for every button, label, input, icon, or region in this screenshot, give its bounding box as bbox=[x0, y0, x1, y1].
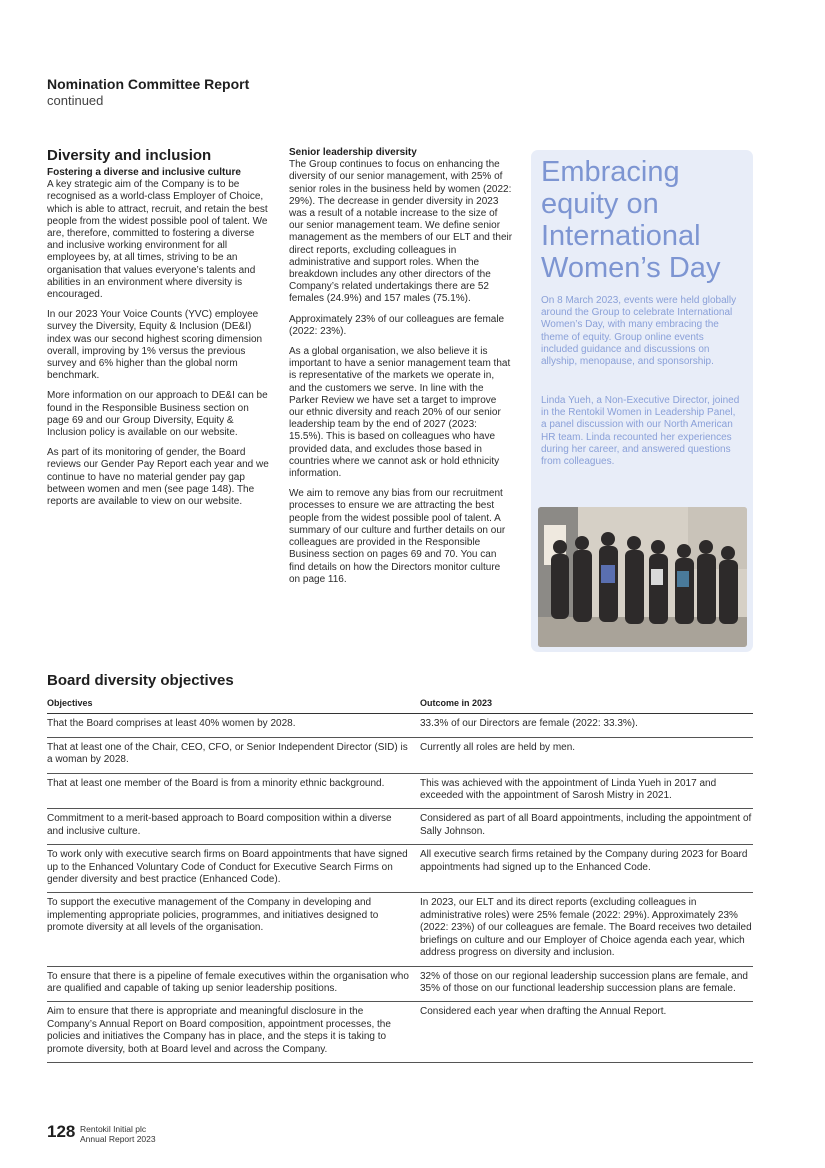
objective-cell: That at least one member of the Board is from a minority ethnic background. bbox=[47, 773, 420, 809]
table-title: Board diversity objectives bbox=[47, 672, 234, 689]
page-number: 128 bbox=[47, 1122, 76, 1141]
callout-title: Embracing equity on International Women’s Day bbox=[541, 156, 721, 284]
footer-report-name: Annual Report 2023 bbox=[80, 1134, 156, 1144]
outcome-cell: In 2023, our ELT and its direct reports (excluding colleagues in administrative roles) were 25% female (2022: 29%). Approximately 23% (2022: 23%) of our colleagues are female. The Board receives two detailed briefings on culture and our Employer of Choice agenda each year, which address progress on diversity and inclusion. bbox=[420, 893, 753, 966]
footer-company bbox=[80, 1124, 156, 1144]
paragraph: As part of its monitoring of gender, the Board reviews our Gender Pay Report each year and we continue to have no material gender pay gap between women and men (see page 148). The reports are available to view on our website. bbox=[47, 447, 269, 508]
senior-leadership-column bbox=[289, 147, 513, 594]
column-header-objectives: Objectives bbox=[47, 692, 420, 714]
subheading-senior-leadership: Senior leadership diversity bbox=[289, 147, 417, 158]
table-row bbox=[47, 1002, 753, 1063]
callout-paragraph: On 8 March 2023, events were held globally around the Group to celebrate International Women’s Day, with many embracing the theme of equity. Group online events included guidance and discussions on allyship, menopause, and sponsorship. bbox=[541, 295, 737, 368]
objective-cell: To ensure that there is a pipeline of female executives within the organisation who are qualified and capable of taking up senior leadership positions. bbox=[47, 966, 420, 1002]
report-title: Nomination Committee Report bbox=[47, 76, 250, 92]
objective-cell: To support the executive management of the Company in developing and implementing appropriate policies, programmes, and initiatives designed to promote diversity at all levels of the organisation. bbox=[47, 893, 420, 966]
section-heading-diversity: Diversity and inclusion bbox=[47, 147, 212, 164]
group-photo bbox=[538, 507, 747, 647]
paragraph: In our 2023 Your Voice Counts (YVC) employee survey the Diversity, Equity & Inclusion (DE&I) index was our second highest scoring dimension overall, improving by 1% versus the previous survey and 6% higher than the global norm benchmark. bbox=[47, 309, 263, 382]
paragraph: More information on our approach to DE&I can be found in the Responsible Business section on page 69 and our Group Diversity, Equity & Inclusion policy is available on our website. bbox=[47, 390, 268, 439]
iwd-callout-box bbox=[531, 150, 753, 652]
table-header-row bbox=[47, 692, 753, 714]
paragraph: We aim to remove any bias from our recruitment processes to ensure we are attracting the best people from the widest possible pool of talent. A summary of our culture and further details on our colleagues are provided in the Responsible Business section on pages 69 and 70. You can find details on how the Directors monitor culture on page 116. bbox=[289, 488, 506, 585]
diversity-inclusion-column bbox=[47, 147, 270, 516]
table-row bbox=[47, 773, 753, 809]
table-row bbox=[47, 714, 753, 737]
paragraph: Approximately 23% of our colleagues are female (2022: 23%). bbox=[289, 313, 505, 337]
group-photo-illustration bbox=[538, 507, 747, 647]
objective-cell: Commitment to a merit-based approach to Board composition within a diverse and inclusive culture. bbox=[47, 809, 420, 845]
outcome-cell: Considered as part of all Board appointments, including the appointment of Sally Johnson. bbox=[420, 809, 753, 845]
objective-cell: That the Board comprises at least 40% women by 2028. bbox=[47, 714, 420, 737]
table-row bbox=[47, 809, 753, 845]
board-diversity-table bbox=[47, 692, 753, 1063]
objective-cell: To work only with executive search firms on Board appointments that have signed up to the Enhanced Voluntary Code of Conduct for Executive Search Firms on gender diversity and best practice (Enhanced Code). bbox=[47, 845, 420, 893]
paragraph: As a global organisation, we also believe it is important to have a senior management team that is representative of the markets we operate in, and the customers we serve. In line with the Parker Review we have set a target to improve our ethnic diversity and reach 20% of our senior leadership team by the end of 2027 (2023: 15.5%). This is based on colleagues who have provided data, and excludes those based in countries where we cannot ask or hold ethnicity information. bbox=[289, 346, 511, 480]
table-row bbox=[47, 893, 753, 966]
outcome-cell: This was achieved with the appointment of Linda Yueh in 2017 and exceeded with the appointment of Sarosh Mistry in 2021. bbox=[420, 773, 753, 809]
table-row bbox=[47, 737, 753, 773]
outcome-cell: 32% of those on our regional leadership succession plans are female, and 35% of those on our functional leadership succession plans are female. bbox=[420, 966, 753, 1002]
outcome-cell: 33.3% of our Directors are female (2022: 33.3%). bbox=[420, 714, 753, 737]
paragraph: A key strategic aim of the Company is to be recognised as a world-class Employer of Choice, which is able to attract, recruit, and retain the best people from the widest possible pool of talent. We are, therefore, committed to fostering a diverse and inclusive working environment for all employees by, at all times, striving to be an organisation that values everyone’s talents and abilities in an environment where diversity is encouraged. bbox=[47, 179, 268, 301]
table-row bbox=[47, 966, 753, 1002]
footer-company-name: Rentokil Initial plc bbox=[80, 1124, 147, 1134]
callout-paragraph: Linda Yueh, a Non-Executive Director, joined in the Rentokil Women in Leadership Panel, a panel discussion with our North American HR team. Linda recounted her experiences during her career, and answered questions from colleagues. bbox=[541, 395, 740, 468]
objective-cell: That at least one of the Chair, CEO, CFO, or Senior Independent Director (SID) is a woman by 2028. bbox=[47, 737, 420, 773]
outcome-cell: Currently all roles are held by men. bbox=[420, 737, 753, 773]
report-subtitle: continued bbox=[47, 93, 104, 108]
table-row bbox=[47, 845, 753, 893]
objective-cell: Aim to ensure that there is appropriate and meaningful disclosure in the Company’s Annual Report on Board composition, appointment processes, the policies and initiatives the Company has in place, and the steps it is taking to promote diversity, both at Board level and across the Company. bbox=[47, 1002, 420, 1063]
subheading-culture: Fostering a diverse and inclusive culture bbox=[47, 167, 241, 178]
outcome-cell: Considered each year when drafting the Annual Report. bbox=[420, 1002, 753, 1063]
paragraph: The Group continues to focus on enhancing the diversity of our senior management, with 25% of senior roles in the business held by women (2022: 29%). The decrease in gender diversity in 2023 was a result of a notable increase to the size of our senior management team. We define senior management as the members of our ELT and their direct reports, excluding colleagues in administrative and support roles. When the breakdown includes any other directors of the Company’s related undertakings there are 52 females (24.9%) and 157 males (75.1%). bbox=[289, 159, 513, 305]
column-header-outcome: Outcome in 2023 bbox=[420, 692, 753, 714]
outcome-cell: All executive search firms retained by the Company during 2023 for Board appointments had signed up to the Enhanced Code. bbox=[420, 845, 753, 893]
